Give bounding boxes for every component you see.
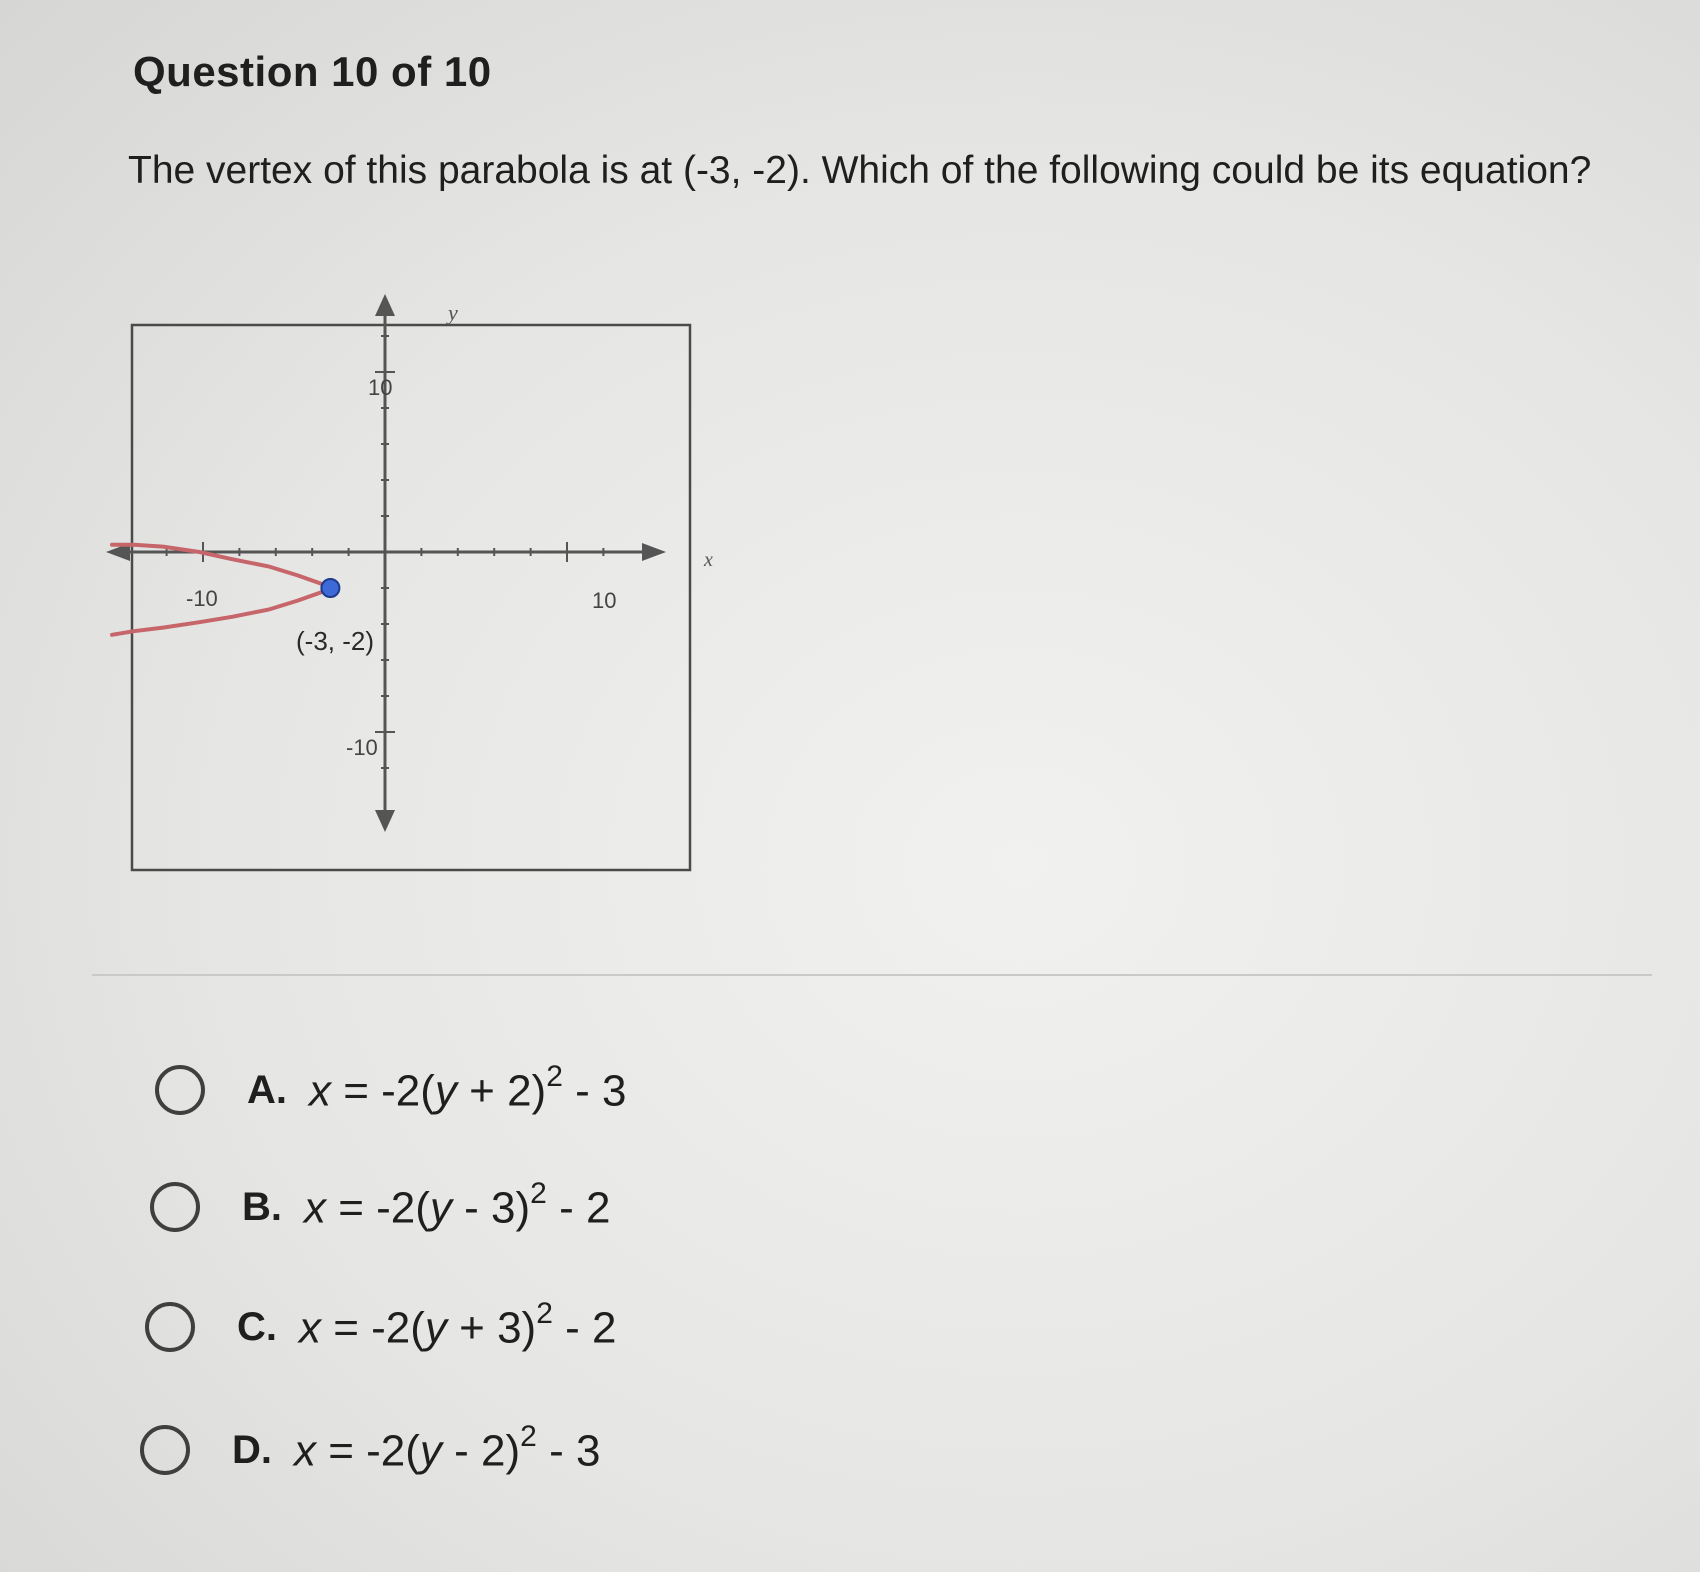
tick-label-y-pos: 10 bbox=[368, 375, 393, 400]
choice-d-tail: - 3 bbox=[536, 1426, 601, 1476]
choice-b[interactable] bbox=[150, 1175, 610, 1239]
choice-c-y: y bbox=[424, 1303, 447, 1353]
choice-d-x: x bbox=[294, 1426, 316, 1476]
tick-label-y-neg: -10 bbox=[346, 735, 378, 760]
choice-a-tail: - 3 bbox=[562, 1066, 627, 1116]
choice-b-eq: = -2( bbox=[326, 1183, 430, 1233]
choice-a-y: y bbox=[434, 1066, 457, 1116]
tick-label-x-pos: 10 bbox=[592, 588, 617, 613]
choice-b-y: y bbox=[429, 1183, 452, 1233]
choice-a-eq: = -2( bbox=[331, 1066, 435, 1116]
choice-a-letter: A. bbox=[247, 1067, 287, 1112]
choice-d-equation bbox=[294, 1419, 601, 1477]
choice-b-equation bbox=[304, 1176, 611, 1234]
choice-d[interactable] bbox=[140, 1418, 600, 1482]
choice-a-exponent: 2 bbox=[546, 1059, 563, 1093]
y-axis-label: y bbox=[448, 300, 458, 325]
choice-b-letter: B. bbox=[242, 1184, 282, 1229]
section-divider bbox=[92, 974, 1652, 976]
choice-d-exponent: 2 bbox=[520, 1419, 537, 1453]
choice-b-x: x bbox=[304, 1183, 326, 1233]
graph-svg bbox=[100, 290, 740, 910]
radio-button-a[interactable] bbox=[155, 1065, 205, 1115]
choice-d-inner: - 2) bbox=[441, 1426, 521, 1476]
radio-button-b[interactable] bbox=[150, 1182, 200, 1232]
question-prompt: The vertex of this parabola is at (-3, -2). Which of the following could be its equation? bbox=[128, 149, 1592, 192]
choice-c-tail: - 2 bbox=[552, 1303, 617, 1353]
radio-button-d[interactable] bbox=[140, 1425, 190, 1475]
x-axis-label: x bbox=[704, 549, 713, 571]
y-axis-down-arrow bbox=[375, 810, 395, 832]
radio-button-c[interactable] bbox=[145, 1302, 195, 1352]
choice-c-eq: = -2( bbox=[321, 1303, 425, 1353]
choice-c-equation bbox=[299, 1296, 617, 1354]
choice-a-equation bbox=[309, 1059, 627, 1117]
parabola-curve bbox=[112, 545, 330, 635]
tick-label-x-neg: -10 bbox=[186, 586, 218, 611]
choice-c-x: x bbox=[299, 1303, 321, 1353]
choice-b-inner: - 3) bbox=[451, 1183, 531, 1233]
x-axis-right-arrow bbox=[642, 543, 666, 561]
y-axis-up-arrow bbox=[375, 294, 395, 316]
choice-a[interactable] bbox=[155, 1058, 626, 1122]
choice-b-exponent: 2 bbox=[530, 1176, 547, 1210]
choice-c-exponent: 2 bbox=[536, 1296, 553, 1330]
choice-d-letter: D. bbox=[232, 1427, 272, 1472]
choice-c[interactable] bbox=[145, 1295, 616, 1359]
parabola-graph bbox=[100, 290, 740, 910]
choice-c-inner: + 3) bbox=[446, 1303, 537, 1353]
choice-a-x: x bbox=[309, 1066, 331, 1116]
vertex-label: (-3, -2) bbox=[296, 626, 374, 656]
question-header: Question 10 of 10 bbox=[133, 48, 492, 95]
choice-c-letter: C. bbox=[237, 1304, 277, 1349]
choice-b-tail: - 2 bbox=[546, 1183, 611, 1233]
vertex-point bbox=[321, 579, 339, 597]
choice-d-y: y bbox=[419, 1426, 442, 1476]
choice-d-eq: = -2( bbox=[316, 1426, 420, 1476]
choice-a-inner: + 2) bbox=[456, 1066, 547, 1116]
